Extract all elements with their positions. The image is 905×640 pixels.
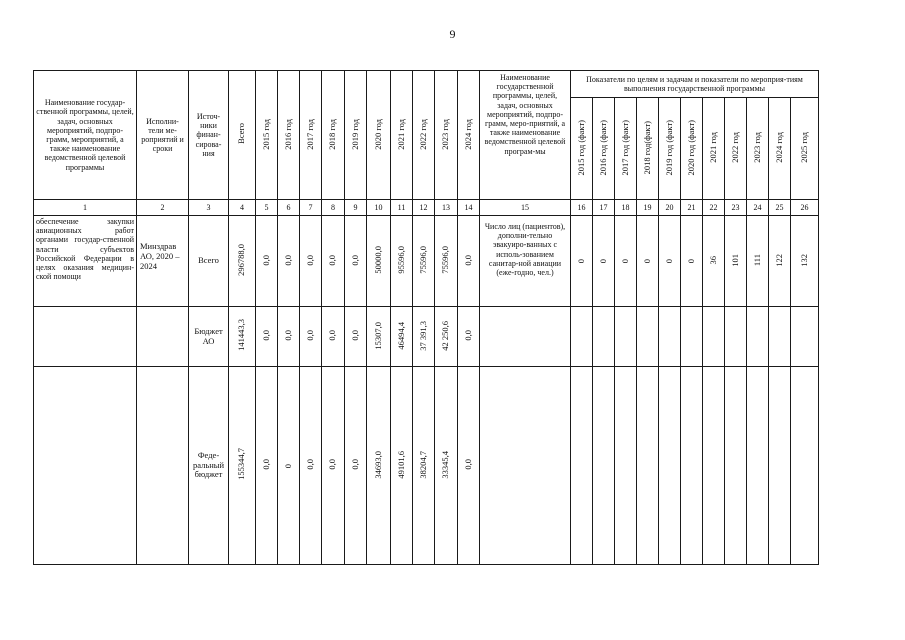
header-year: 2022 год [413,71,435,200]
year-value: 0,0 [458,307,480,367]
empty-cell [791,307,819,367]
year-value: 0,0 [300,367,322,565]
column-number: 2 [137,200,189,216]
header-indicator-year: 2020 год (факт) [681,98,703,200]
column-number: 19 [637,200,659,216]
total-value: 296788,0 [229,216,256,307]
year-value: 75596,0 [435,216,458,307]
year-value: 49101,6 [391,367,413,565]
header-year: 2021 год [391,71,413,200]
year-value: 0,0 [256,216,278,307]
header-indicators-group: Показатели по целям и задачам и показатели по мероприя-тиям выполнения государственной программы [571,71,819,98]
header-year: 2024 год [458,71,480,200]
empty-cell [571,307,593,367]
year-value: 0,0 [345,367,367,565]
header-indicator-year: 2015 год (факт) [571,98,593,200]
empty-cell [703,367,725,565]
year-value: 0,0 [278,307,300,367]
header-year: 2015 год [256,71,278,200]
column-number: 8 [322,200,345,216]
empty-cell [681,367,703,565]
year-value: 42 250,6 [435,307,458,367]
year-value: 0,0 [278,216,300,307]
header-indicator-year: 2021 год [703,98,725,200]
header-year: 2020 год [367,71,391,200]
year-value: 0,0 [345,216,367,307]
column-number: 23 [725,200,747,216]
column-number: 1 [34,200,137,216]
year-value: 95596,0 [391,216,413,307]
total-value: 141443,3 [229,307,256,367]
year-value: 0,0 [256,307,278,367]
empty-cell [659,307,681,367]
year-value: 38204,7 [413,367,435,565]
year-value: 50000,0 [367,216,391,307]
empty-cell [725,367,747,565]
column-number: 3 [189,200,229,216]
header-indicator-year: 2025 год [791,98,819,200]
indicator-value: 0 [681,216,703,307]
empty-cell [480,367,571,565]
year-value: 15307,0 [367,307,391,367]
column-number: 6 [278,200,300,216]
header-indicator-year: 2023 год [747,98,769,200]
funding-source: Бюджет АО [189,307,229,367]
column-number: 15 [480,200,571,216]
page-number: 9 [449,27,456,41]
year-value: 0,0 [256,367,278,565]
measure-executor: Минздрав АО, 2020 – 2024 [137,216,189,307]
indicator-value: 111 [747,216,769,307]
header-indicator-year: 2022 год [725,98,747,200]
year-value: 37 391,3 [413,307,435,367]
column-number: 5 [256,200,278,216]
empty-cell [137,367,189,565]
empty-cell [703,307,725,367]
column-number: 11 [391,200,413,216]
indicator-value: 0 [615,216,637,307]
empty-cell [34,367,137,565]
empty-cell [769,307,791,367]
year-value: 0,0 [300,307,322,367]
funding-source: Феде-ральный бюджет [189,367,229,565]
column-number: 22 [703,200,725,216]
column-number: 20 [659,200,681,216]
indicator-value: 36 [703,216,725,307]
year-value: 33345,4 [435,367,458,565]
header-year: 2016 год [278,71,300,200]
header-year: 2019 год [345,71,367,200]
empty-cell [681,307,703,367]
measure-name: обеспечение закупки авиационных работ органами государ-ственной власти субъектов Российской Федерации в целях оказания медицин-ской помощи [34,216,137,307]
column-number: 9 [345,200,367,216]
empty-cell [747,307,769,367]
header-sources: Источ-ники финан-сирова-ния [189,71,229,200]
indicator-value: 0 [659,216,681,307]
empty-cell [637,367,659,565]
year-value: 0,0 [322,307,345,367]
empty-cell [480,307,571,367]
empty-cell [637,307,659,367]
year-value: 0,0 [458,367,480,565]
empty-cell [593,307,615,367]
column-number: 26 [791,200,819,216]
empty-cell [791,367,819,565]
total-value: 155344,7 [229,367,256,565]
column-numbers-row [34,200,819,216]
header-name: Наименование государ-ственной программы, целей, задач, основных мероприятий, подпро-грамм, мероприятий, а также наименование ведомственной целевой программы [34,71,137,200]
column-number: 12 [413,200,435,216]
header-total: Всего [229,71,256,200]
column-number: 25 [769,200,791,216]
indicator-value: 132 [791,216,819,307]
column-number: 18 [615,200,637,216]
empty-cell [769,367,791,565]
empty-cell [747,367,769,565]
header-indicator-year: 2019 год (факт) [659,98,681,200]
year-value: 75596,0 [413,216,435,307]
table-row [34,216,819,307]
header-indicator-name: Наименование государственной программы, целей, задач, основных мероприятий, подпро-грамм, меро-приятий, а также наименование ведомственной целевой програм-мы [480,71,571,200]
header-year: 2023 год [435,71,458,200]
empty-cell [659,367,681,565]
empty-cell [593,367,615,565]
column-number: 21 [681,200,703,216]
indicator-value: 0 [571,216,593,307]
table-row [34,307,819,367]
header-indicator-year: 2018 год(факт) [637,98,659,200]
empty-cell [615,367,637,565]
funding-source: Всего [189,216,229,307]
header-executors: Исполни-тели ме-роприятий и сроки [137,71,189,200]
column-number: 24 [747,200,769,216]
indicator-value: 0 [593,216,615,307]
column-number: 14 [458,200,480,216]
header-indicator-year: 2016 год (факт) [593,98,615,200]
year-value: 0,0 [345,307,367,367]
empty-cell [571,367,593,565]
empty-cell [34,307,137,367]
header-year: 2017 год [300,71,322,200]
column-number: 17 [593,200,615,216]
year-value: 0 [278,367,300,565]
year-value: 0,0 [322,216,345,307]
column-number: 4 [229,200,256,216]
indicator-value: 101 [725,216,747,307]
empty-cell [615,307,637,367]
year-value: 34693,0 [367,367,391,565]
column-number: 13 [435,200,458,216]
empty-cell [137,307,189,367]
header-indicator-year: 2017 год (факт) [615,98,637,200]
header-indicator-year: 2024 год [769,98,791,200]
indicator-value: 0 [637,216,659,307]
column-number: 7 [300,200,322,216]
year-value: 0,0 [322,367,345,565]
table-row [34,367,819,565]
indicator-value: 122 [769,216,791,307]
program-table [33,70,819,565]
year-value: 0,0 [300,216,322,307]
header-year: 2018 год [322,71,345,200]
column-number: 16 [571,200,593,216]
indicator-name: Число лиц (пациентов), дополни-тельно эвакуиро-ванных с исполь-зованием санитар-ной авиации (еже-годно, чел.) [480,216,571,307]
empty-cell [725,307,747,367]
column-number: 10 [367,200,391,216]
year-value: 0,0 [458,216,480,307]
year-value: 46494,4 [391,307,413,367]
